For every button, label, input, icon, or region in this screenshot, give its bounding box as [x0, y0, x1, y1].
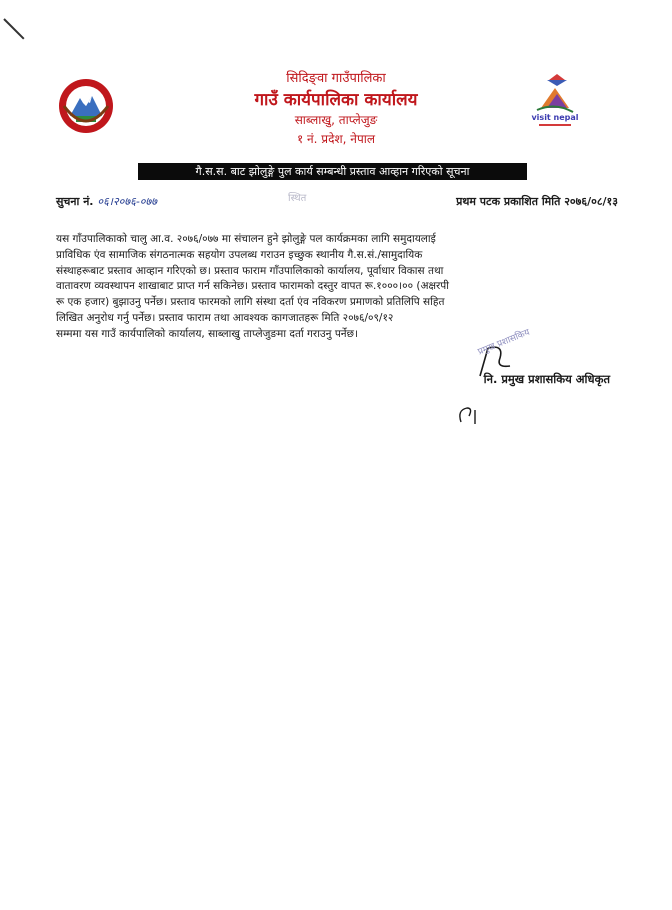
- published-date: प्रथम पटक प्रकाशित मिति २०७६/०८/१३: [456, 195, 618, 208]
- initial-mark: [455, 402, 485, 428]
- body-line: रू एक हजार) बुझाउनु पर्नेछ। प्रस्ताव फारमको लागि संस्था दर्ता एंव नविकरण प्रमाणको प्रतिलिपि सहित: [56, 296, 445, 309]
- notice-reference: [56, 194, 157, 209]
- body-line: सम्ममा यस गाउँ कार्यपालिको कार्यालय, साब्लाखु ताप्लेजुङमा दर्ता गराउनु पर्नेछ।: [56, 327, 358, 340]
- office-name: गाउँ कार्यपालिका कार्यालय: [254, 90, 418, 110]
- officer-title: नि. प्रमुख प्रशासकिय अधिकृत: [483, 372, 610, 386]
- reference-number: ०६।२०७६-०७७: [97, 195, 157, 208]
- office-address: साब्लाखु, ताप्लेजुङ: [294, 113, 378, 127]
- body-line: लिखित अनुरोध गर्नु पर्नेछ। प्रस्ताव फाराम तथा आवश्यक कागजातहरू मिति २०७६/०९/१२: [56, 311, 394, 324]
- notice-title: गै.स.स. बाट झोलुङ्गे पुल कार्य सम्बन्धी प्रस्ताव आव्हान गरिएको सूचना: [138, 163, 527, 180]
- faint-stamp-text: स्थित: [288, 193, 307, 204]
- body-line: प्राविधिक एंव सामाजिक संगठनात्मक सहयोग उपलब्ध गराउन इच्छुक स्थानीय गै.स.सं./सामुदायिक: [56, 248, 423, 261]
- corner-mark: [3, 18, 24, 39]
- body-line: संस्थाहरूबाट प्रस्ताव आव्हान गरिएको छ। प्रस्ताव फाराम गाँउपालिकाको कार्यालय, पूर्वाधार विकास तथा: [56, 264, 444, 277]
- province-country: १ नं. प्रदेश, नेपाल: [296, 132, 376, 146]
- svg-text:visit nepal: visit nepal: [531, 113, 579, 122]
- municipality-name: सिदिङ्वा गाउँपालिका: [286, 71, 386, 86]
- body-line: यस गाँउपालिकाको चालु आ.व. २०७६/०७७ मा संचालन हुने झोलुङ्गे पल कार्यक्रमका लागि समुदायलाई: [56, 233, 436, 245]
- body-line: वातावरण व्यवस्थापन शाखाबाट प्राप्त गर्न सकिनेछ। प्रस्ताव फारामको दस्तुर वापत रू.१०००।०० (अक्षरपी: [56, 280, 449, 293]
- reference-label: सुचना नं.: [56, 195, 94, 208]
- official-stamp: प्रमुख प्रशासकिय: [476, 327, 532, 358]
